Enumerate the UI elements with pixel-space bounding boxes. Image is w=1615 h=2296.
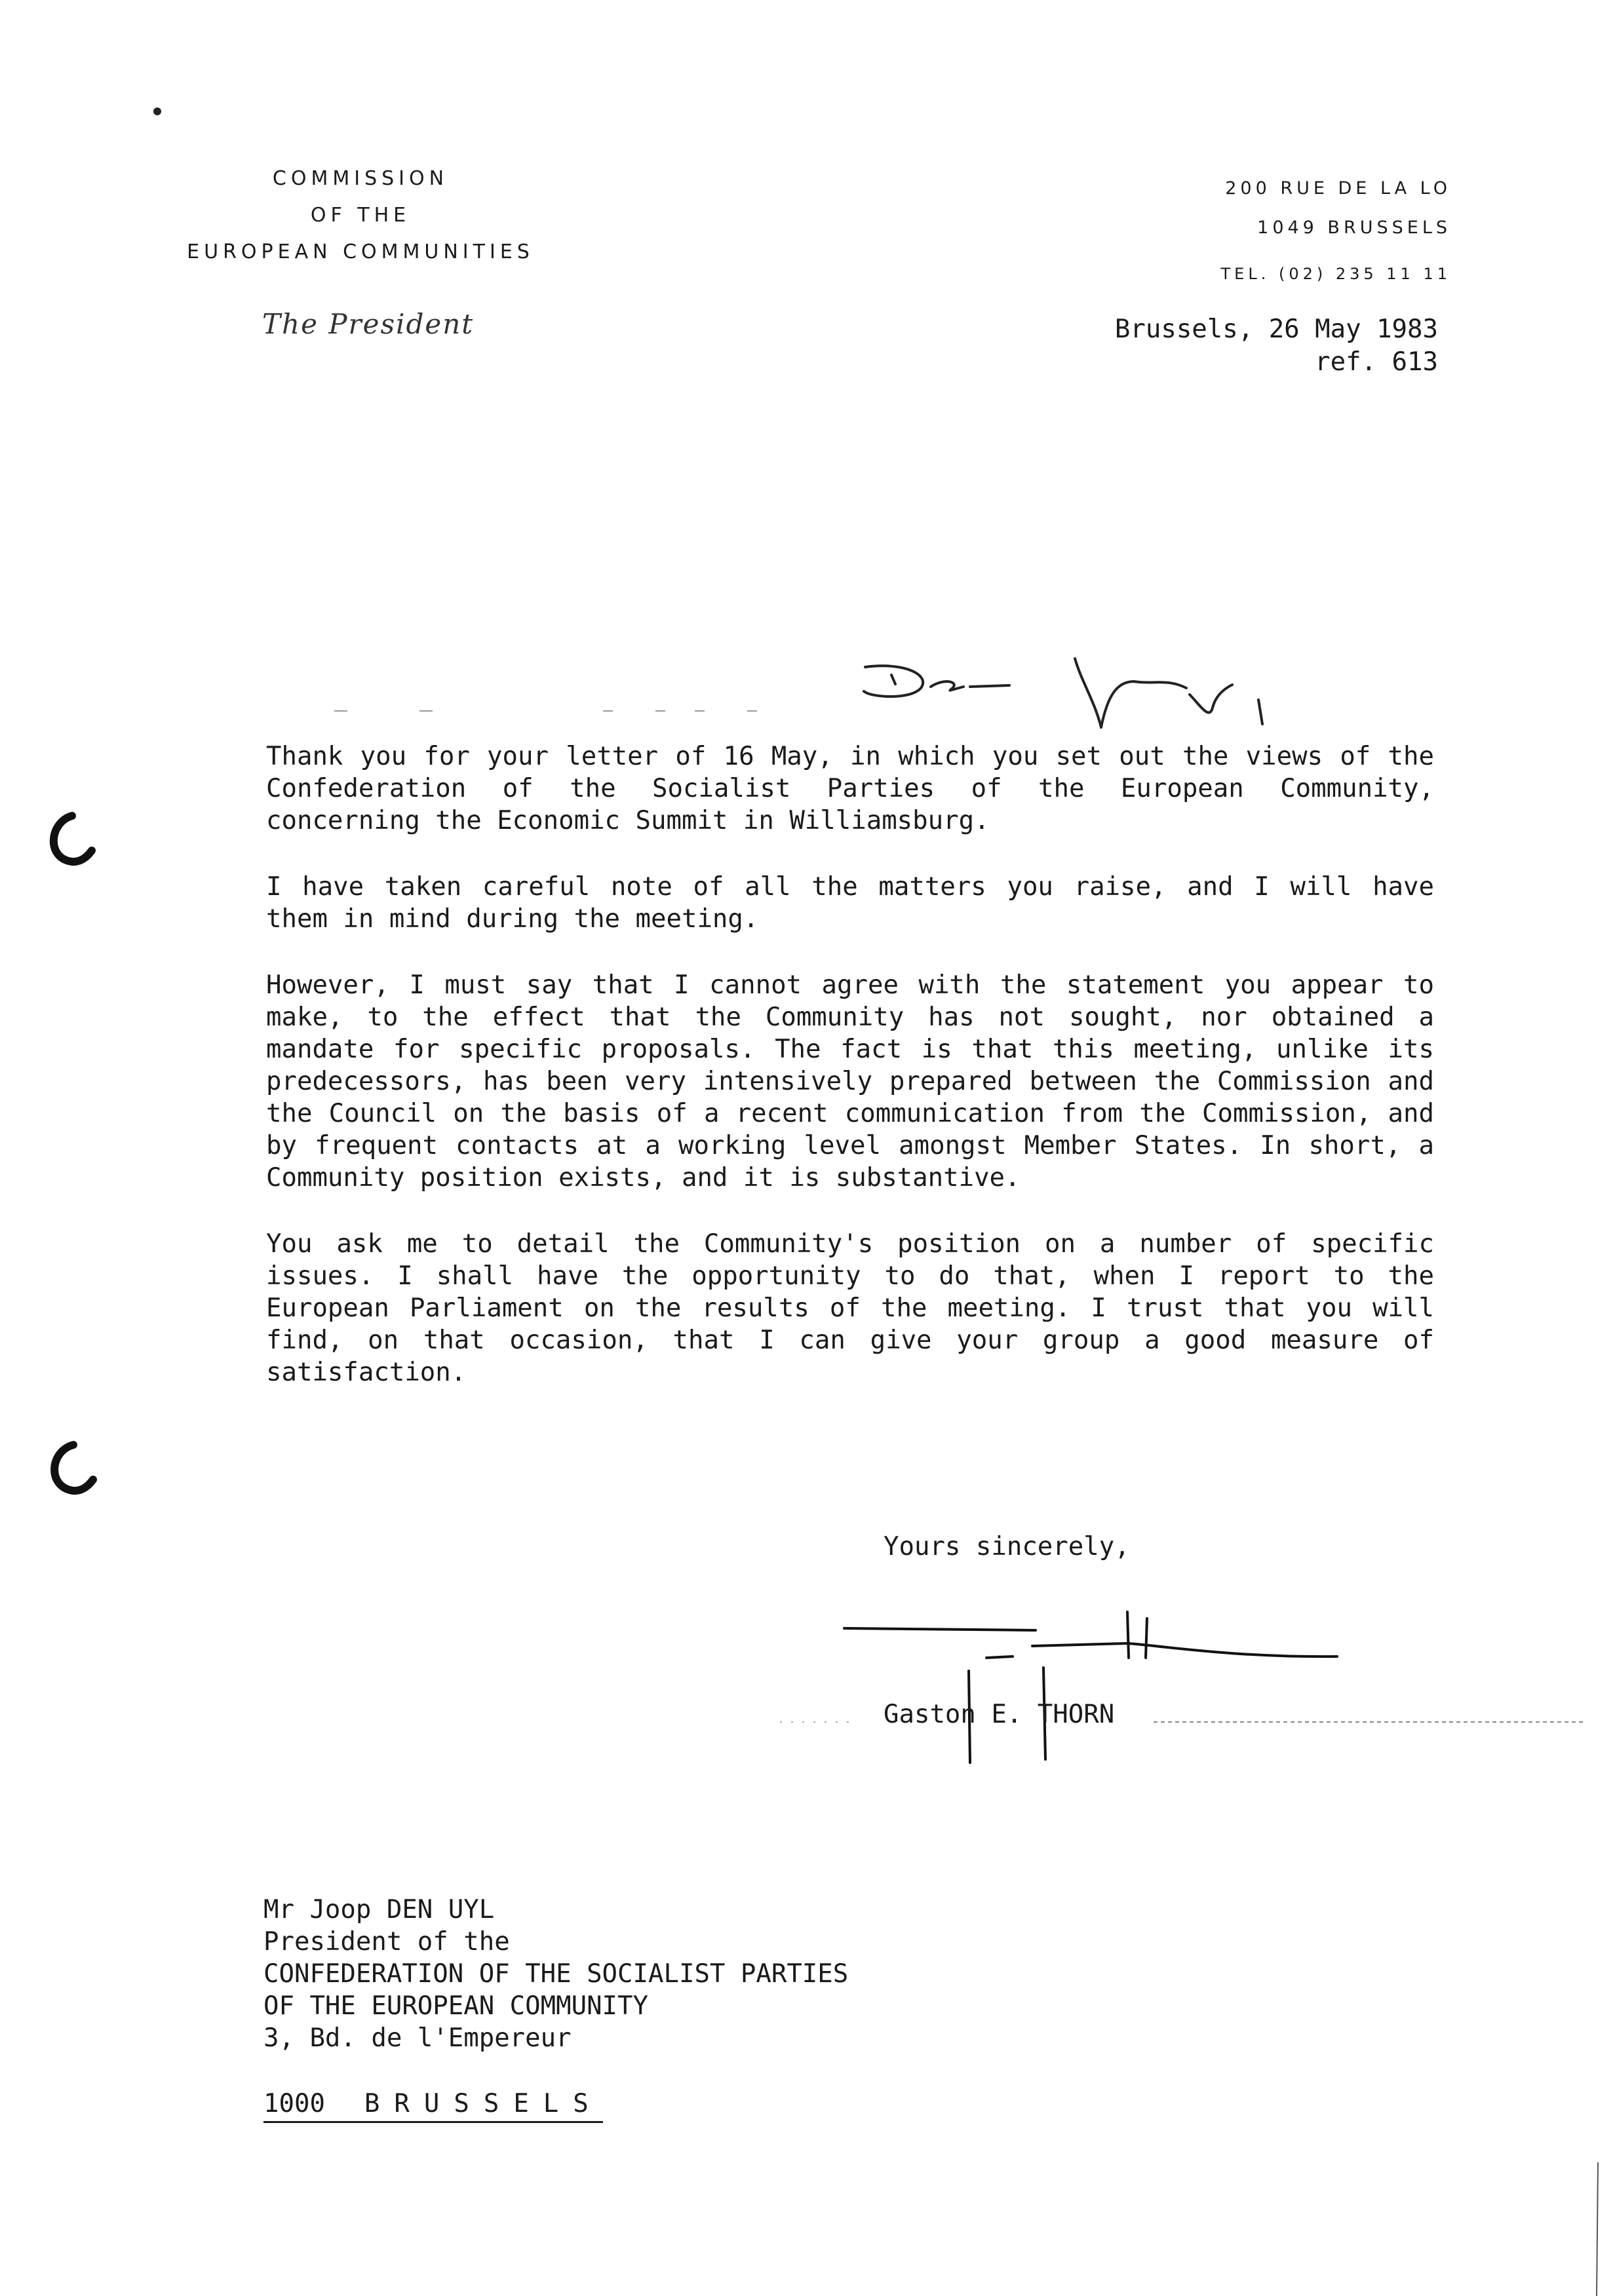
recipient-line: CONFEDERATION OF THE SOCIALIST PARTIES xyxy=(263,1959,849,1989)
recipient-line: Mr Joop DEN UYL xyxy=(263,1895,495,1924)
president-handwritten-label: The President xyxy=(262,308,475,340)
letterhead-line-3: EUROPEAN COMMUNITIES xyxy=(187,240,534,263)
date-block xyxy=(1115,313,1438,379)
signatory-name: Gaston E. THORN xyxy=(884,1700,1115,1729)
letter-body xyxy=(266,740,1434,1388)
handwritten-salutation xyxy=(864,659,1262,727)
recipient-line: President of the xyxy=(263,1927,510,1957)
recipient-postcode: 1000 xyxy=(263,2089,325,2118)
body-paragraph: I have taken careful note of all the matters you raise, and I will have them in mind during the meeting. xyxy=(266,872,1434,934)
recipient-address xyxy=(263,1894,848,2054)
scan-edge-line xyxy=(1597,2162,1598,2296)
sender-address xyxy=(1221,169,1452,294)
body-paragraph: You ask me to detail the Community's position on a number of specific issues. I shall have the opportunity to do that, when I report to the European Parliament on the results of the meeting. I trust that you will find, on that occasion, that I can give your group a good measure of satisfaction. xyxy=(266,1229,1434,1387)
punch-hole-mark-lower xyxy=(54,1445,93,1491)
closing-line: Yours sincerely, xyxy=(884,1532,1130,1561)
recipient-city xyxy=(263,2089,603,2123)
sender-city: 1049 BRUSSELS xyxy=(1257,218,1451,238)
scan-dot xyxy=(153,107,161,115)
recipient-city-name: BRUSSELS xyxy=(364,2089,603,2118)
letterhead xyxy=(131,161,590,271)
sender-telephone: TEL. (02) 235 11 11 xyxy=(1220,265,1451,283)
letter-reference: ref. 613 xyxy=(1315,347,1438,377)
letter-date: Brussels, 26 May 1983 xyxy=(1114,315,1438,344)
body-paragraph: Thank you for your letter of 16 May, in which you set out the views of the Confederation of the Socialist Parties of the European Community, concerning the Economic Summit in Williamsburg. xyxy=(266,742,1434,835)
body-paragraph: However, I must say that I cannot agree with the statement you appear to make, to the effect that the Community has not sought, nor obtained a mandate for specific proposals. The fact is that this meeting, unlike its predecessors, has been very intensively prepared between the Commission and the Council on the basis of a recent communication from the Commission, and by frequent contacts at a working level amongst Member States. In short, a Community position exists, and it is substantive. xyxy=(266,970,1434,1193)
letterhead-line-1: COMMISSION xyxy=(272,167,449,190)
punch-hole-mark-upper xyxy=(54,816,92,862)
recipient-line: OF THE EUROPEAN COMMUNITY xyxy=(263,1991,648,2021)
sender-street: 200 RUE DE LA LO xyxy=(1225,178,1451,199)
recipient-line: 3, Bd. de l'Empereur xyxy=(263,2023,572,2053)
letterhead-line-2: OF THE xyxy=(310,204,411,227)
signature xyxy=(844,1612,1337,1763)
